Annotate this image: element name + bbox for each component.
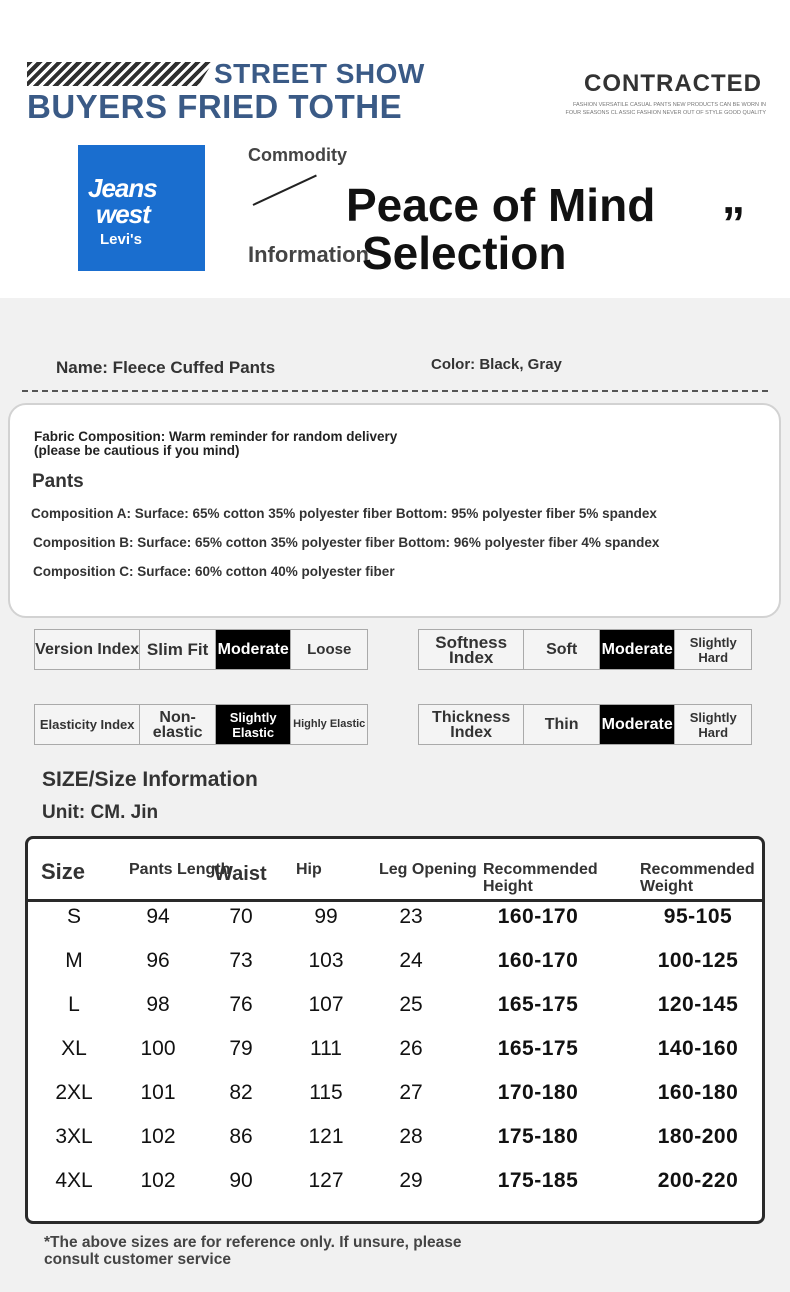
table-cell: 95-105: [663, 905, 733, 928]
table-cell: M: [65, 949, 83, 972]
header-size: Size: [41, 859, 86, 884]
table-cell: 73: [229, 949, 253, 972]
table-cell: 165-175: [497, 993, 579, 1016]
table-cell: 102: [140, 1169, 176, 1192]
version-index-scale: [34, 629, 368, 670]
table-cell: 160-180: [657, 1081, 739, 1104]
table-cell: 90: [229, 1169, 253, 1192]
table-cell: 165-175: [497, 1037, 579, 1060]
table-row: [28, 1159, 762, 1203]
table-cell: 27: [399, 1081, 423, 1104]
elasticity-option-highly-elastic: Highly Elastic: [293, 718, 366, 730]
table-cell: L: [68, 993, 80, 1016]
table-cell: 160-170: [497, 905, 579, 928]
size-unit: Unit: CM. Jin: [42, 802, 159, 823]
slash-divider: [253, 175, 317, 206]
elasticity-index-label: Elasticity Index: [35, 705, 140, 744]
table-cell: 29: [399, 1169, 423, 1192]
banner-header: [0, 0, 790, 298]
softness-index-label: Softness Index: [419, 630, 524, 669]
size-section-title: SIZE/Size Information: [42, 768, 258, 791]
table-cell: 23: [399, 905, 423, 928]
contracted-title: CONTRACTED: [584, 70, 762, 97]
table-cell: 102: [140, 1125, 176, 1148]
table-cell: 120-145: [657, 993, 739, 1016]
composition-a: Composition A: Surface: 65% cotton 35% polyester fiber Bottom: 95% polyester fiber 5% spandex: [31, 506, 657, 521]
headline-peace-of-mind: Peace of Mind: [346, 179, 656, 231]
logo-text-levis: Levi's: [100, 231, 142, 248]
softness-option-slightly-hard: Slightly Hard: [689, 634, 737, 665]
table-cell: 70: [229, 905, 253, 928]
table-cell: 76: [229, 993, 253, 1016]
table-row: [28, 939, 762, 983]
version-option-slim-fit: Slim Fit: [140, 630, 216, 669]
header-waist: Waist: [214, 863, 267, 885]
table-cell: 94: [146, 905, 170, 928]
table-cell: 160-170: [497, 949, 579, 972]
table-cell: 3XL: [55, 1125, 93, 1148]
composition-b: Composition B: Surface: 65% cotton 35% polyester fiber Bottom: 96% polyester fiber 4% spandex: [33, 535, 660, 550]
softness-option-moderate: Moderate: [600, 630, 676, 669]
dashed-divider: [22, 390, 768, 392]
product-color: Color: Black, Gray: [431, 356, 562, 373]
table-row: [28, 1071, 762, 1115]
elasticity-index-scale: [34, 704, 368, 745]
table-cell: 100-125: [657, 949, 739, 972]
fabric-note: Fabric Composition: Warm reminder for random delivery (please be cautious if you mind): [34, 429, 398, 458]
table-cell: 107: [308, 993, 344, 1016]
table-cell: 100: [140, 1037, 176, 1060]
table-row: [28, 1115, 762, 1159]
version-index-label: Version Index: [35, 630, 140, 669]
size-table: [25, 836, 765, 1224]
information-label: Information: [248, 242, 369, 267]
size-footnote: *The above sizes are for reference only. If unsure, please consult customer service: [44, 1234, 462, 1268]
table-cell: 140-160: [657, 1037, 739, 1060]
size-table-header: [28, 839, 762, 902]
thickness-index-scale: [418, 704, 752, 745]
elasticity-option-non-elastic: Non-elastic: [140, 705, 216, 744]
table-cell: 26: [399, 1037, 423, 1060]
table-cell: XL: [61, 1037, 87, 1060]
table-cell: 200-220: [657, 1169, 739, 1192]
table-cell: 25: [399, 993, 423, 1016]
logo-text-west: west: [96, 199, 150, 229]
header-pants-length: Pants Length: [129, 861, 231, 878]
buyers-heading: BUYERS FRIED TOTHE: [27, 88, 403, 125]
thickness-index-label: Thickness Index: [419, 705, 524, 744]
version-option-loose: Loose: [307, 641, 352, 658]
elasticity-option-slightly-elastic: Slightly Elastic: [216, 705, 292, 744]
product-name: Name: Fleece Cuffed Pants: [56, 358, 276, 377]
header-recommended-height: Recommended Height: [483, 861, 598, 895]
table-cell: 82: [229, 1081, 253, 1104]
header-recommended-weight: Recommended Weight: [640, 861, 755, 895]
table-cell: 180-200: [657, 1125, 739, 1148]
logo-text-jeans: Jeans: [88, 173, 157, 203]
table-row: [28, 983, 762, 1027]
table-cell: 24: [399, 949, 423, 972]
table-cell: 175-185: [497, 1169, 579, 1192]
thickness-option-slightly-hard: Slightly Hard: [689, 709, 737, 740]
pants-heading: Pants: [32, 471, 84, 492]
table-cell: 175-180: [497, 1125, 579, 1148]
table-cell: 121: [308, 1125, 344, 1148]
contracted-subtext: FASHION VERSATILE CASUAL PANTS NEW PRODUCTS CAN BE WORN IN FOUR SEASONS CL ASSIC FASHION NEVER OUT OF STYLE GOOD QUALITY: [565, 102, 766, 116]
table-cell: 99: [314, 905, 338, 928]
quote-mark-icon: ”: [722, 197, 745, 249]
table-row: [28, 895, 762, 939]
table-cell: 111: [310, 1037, 342, 1060]
headline-selection: Selection: [362, 227, 567, 279]
table-row: [28, 1027, 762, 1071]
thickness-option-thin: Thin: [524, 705, 600, 744]
header-hip: Hip: [296, 861, 322, 878]
composition-c: Composition C: Surface: 60% cotton 40% polyester fiber: [33, 564, 395, 579]
table-cell: 28: [399, 1125, 423, 1148]
thickness-option-moderate: Moderate: [600, 705, 676, 744]
header-leg-opening: Leg Opening: [379, 861, 477, 878]
table-cell: 101: [140, 1081, 176, 1104]
table-cell: 96: [146, 949, 170, 972]
table-cell: 170-180: [497, 1081, 579, 1104]
stripe-decoration: [27, 62, 213, 86]
table-cell: 79: [229, 1037, 253, 1060]
softness-index-scale: [418, 629, 752, 670]
table-cell: 127: [308, 1169, 344, 1192]
fabric-composition-panel: [8, 403, 781, 618]
brand-logo: [78, 145, 205, 271]
table-cell: 86: [229, 1125, 253, 1148]
table-cell: 98: [146, 993, 170, 1016]
commodity-label: Commodity: [248, 145, 347, 165]
softness-option-soft: Soft: [524, 630, 600, 669]
table-cell: S: [66, 905, 81, 928]
table-cell: 103: [308, 949, 344, 972]
table-cell: 115: [309, 1081, 343, 1104]
street-show-heading: STREET SHOW: [214, 58, 425, 89]
table-cell: 4XL: [55, 1169, 93, 1192]
table-cell: 2XL: [55, 1081, 93, 1104]
version-option-moderate: Moderate: [216, 630, 292, 669]
